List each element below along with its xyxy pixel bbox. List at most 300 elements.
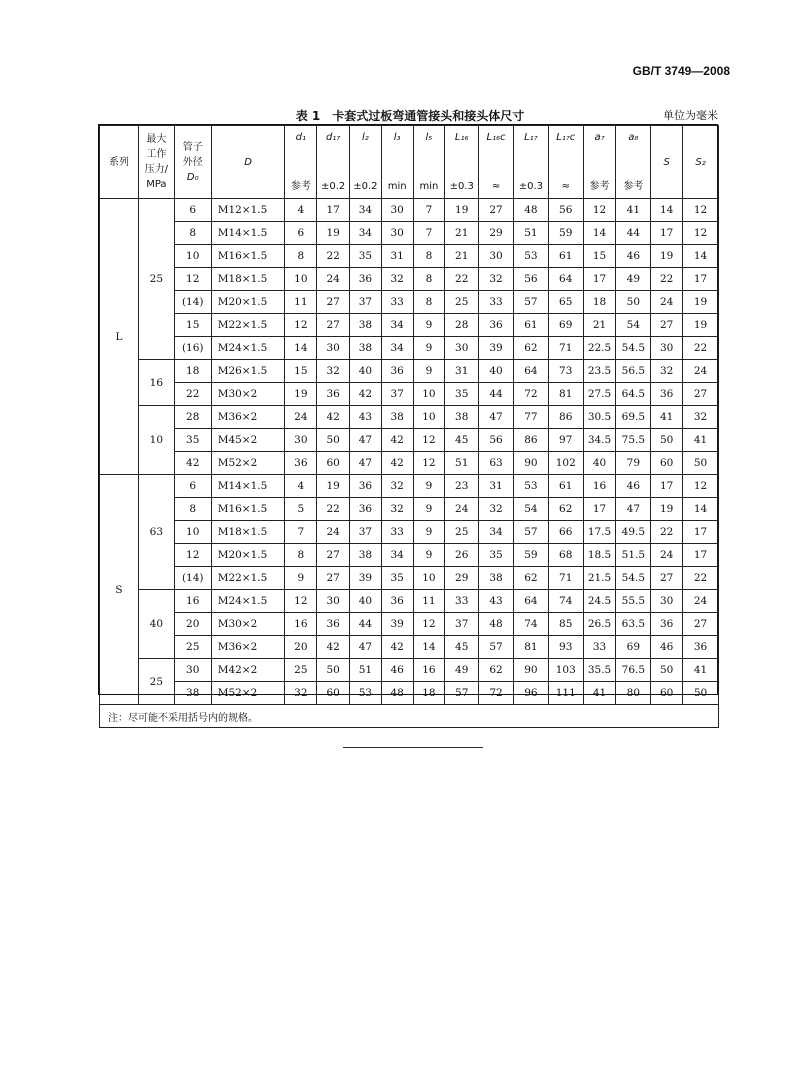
table-cell: 5 (285, 498, 317, 521)
table-cell: M16×1.5 (211, 498, 285, 521)
header-S2: S₂ (683, 126, 719, 199)
table-cell: 32 (651, 360, 683, 383)
note-row (100, 705, 719, 728)
table-cell: 32 (381, 475, 413, 498)
table-cell: 47 (350, 452, 382, 475)
table-note: 注：尽可能不采用括号内的规格。 (100, 705, 719, 728)
header-series: 系列 (100, 126, 139, 199)
table-cell: 21.5 (583, 567, 616, 590)
table-cell: 27.5 (583, 383, 616, 406)
table-cell: 54.5 (616, 567, 651, 590)
table-cell: M36×2 (211, 636, 285, 659)
table-row (100, 245, 719, 268)
table-cell: 33 (583, 636, 616, 659)
table-row (100, 429, 719, 452)
table-cell: 62 (548, 498, 583, 521)
table-cell: 27 (479, 199, 514, 222)
table-cell: 32 (479, 268, 514, 291)
table-cell: M18×1.5 (211, 268, 285, 291)
end-rule (343, 747, 483, 748)
table-cell: 48 (381, 682, 413, 705)
table-cell: (14) (174, 567, 211, 590)
table-row (100, 360, 719, 383)
table-cell: 42 (317, 406, 350, 429)
table-cell: 50 (683, 452, 719, 475)
table-cell: 26 (445, 544, 479, 567)
table-cell: 34 (350, 222, 382, 245)
table-cell: 74 (548, 590, 583, 613)
table-cell: 47 (616, 498, 651, 521)
table-cell: 14 (683, 498, 719, 521)
table-cell: 61 (513, 314, 548, 337)
table-cell: 34 (381, 337, 413, 360)
table-cell: 54 (513, 498, 548, 521)
table-row (100, 291, 719, 314)
table-cell: 32 (381, 498, 413, 521)
series-cell: L (100, 199, 139, 475)
standard-number: GB/T 3749—2008 (632, 64, 730, 78)
table-cell: 14 (683, 245, 719, 268)
table-cell: 50 (616, 291, 651, 314)
table-cell: 81 (548, 383, 583, 406)
table-cell: 24 (651, 544, 683, 567)
table-cell: 27 (683, 613, 719, 636)
table-cell: 31 (445, 360, 479, 383)
table-cell: 14 (413, 636, 445, 659)
table-cell: 36 (381, 360, 413, 383)
table-cell: 71 (548, 337, 583, 360)
header-L16: L₁₆ ±0.3 (445, 126, 479, 199)
table-cell: 24 (317, 268, 350, 291)
table-cell: 27 (683, 383, 719, 406)
table-cell: 35 (350, 245, 382, 268)
pressure-cell: 63 (138, 475, 174, 590)
table-cell: 28 (445, 314, 479, 337)
table-row (100, 383, 719, 406)
table-cell: 33 (479, 291, 514, 314)
table-cell: 19 (317, 222, 350, 245)
table-row (100, 567, 719, 590)
table-cell: M14×1.5 (211, 222, 285, 245)
table-cell: 23 (445, 475, 479, 498)
table-cell: 51.5 (616, 544, 651, 567)
pressure-cell: 25 (138, 199, 174, 360)
table-row (100, 659, 719, 682)
table-cell: 38 (445, 406, 479, 429)
table-cell: 34 (350, 199, 382, 222)
table-cell: 12 (285, 314, 317, 337)
table-cell: 36 (651, 613, 683, 636)
table-cell: 69.5 (616, 406, 651, 429)
table-cell: 10 (285, 268, 317, 291)
table-cell: 14 (651, 199, 683, 222)
table-cell: M20×1.5 (211, 544, 285, 567)
table-cell: M16×1.5 (211, 245, 285, 268)
table-cell: 10 (413, 406, 445, 429)
table-cell: 9 (413, 475, 445, 498)
table-cell: 35 (479, 544, 514, 567)
table-cell: M14×1.5 (211, 475, 285, 498)
table-cell: 31 (381, 245, 413, 268)
table-cell: 72 (479, 682, 514, 705)
table-cell: 48 (513, 199, 548, 222)
table-cell: 48 (479, 613, 514, 636)
table-cell: 19 (651, 498, 683, 521)
table-cell: M52×2 (211, 452, 285, 475)
table-cell: 38 (350, 544, 382, 567)
table-body (100, 199, 719, 705)
table-cell: 42 (381, 429, 413, 452)
table-cell: 9 (413, 521, 445, 544)
table-row (100, 406, 719, 429)
table-cell: 53 (513, 475, 548, 498)
table-cell: 27 (317, 567, 350, 590)
table-cell: 32 (381, 268, 413, 291)
header-D: D (211, 126, 285, 199)
table-cell: 69 (548, 314, 583, 337)
table-cell: 8 (413, 268, 445, 291)
table-cell: 56 (513, 268, 548, 291)
table-cell: M36×2 (211, 406, 285, 429)
header-L16c: L₁₆c ≈ (479, 126, 514, 199)
table-cell: 34 (381, 544, 413, 567)
unit-label: 单位为毫米 (663, 109, 718, 122)
table-cell: 19 (683, 291, 719, 314)
table-cell: 62 (479, 659, 514, 682)
table-cell: 12 (413, 429, 445, 452)
table-row (100, 544, 719, 567)
table-cell: 31 (479, 475, 514, 498)
table-cell: 35 (445, 383, 479, 406)
table-cell: M12×1.5 (211, 199, 285, 222)
table-row (100, 475, 719, 498)
table-cell: 56 (548, 199, 583, 222)
table-cell: 36 (381, 590, 413, 613)
table-cell: 16 (285, 613, 317, 636)
table-cell: 37 (445, 613, 479, 636)
table-cell: 36 (651, 383, 683, 406)
table-row (100, 268, 719, 291)
table-cell: 14 (583, 222, 616, 245)
table-cell: 60 (317, 452, 350, 475)
table-cell: 40 (479, 360, 514, 383)
header-L17c: L₁₇c ≈ (548, 126, 583, 199)
table-cell: 38 (479, 567, 514, 590)
header-tube-od: 管子 外径 D₀ (174, 126, 211, 199)
header-max-pressure: 最大 工作 压力/ MPa (138, 126, 174, 199)
table-cell: 17 (683, 521, 719, 544)
table-cell: 7 (413, 222, 445, 245)
table-cell: 63.5 (616, 613, 651, 636)
table-cell: 42 (381, 452, 413, 475)
table-cell: 26.5 (583, 613, 616, 636)
pressure-cell: 16 (138, 360, 174, 406)
table-cell: 47 (350, 429, 382, 452)
table-cell: 61 (548, 245, 583, 268)
table-cell: 12 (413, 613, 445, 636)
table-cell: 85 (548, 613, 583, 636)
table-cell: 27 (317, 314, 350, 337)
table-cell: 17.5 (583, 521, 616, 544)
table-cell: 25 (445, 291, 479, 314)
table-cell: 24 (317, 521, 350, 544)
table-cell: 28 (174, 406, 211, 429)
table-cell: 59 (548, 222, 583, 245)
table-cell: 57 (513, 521, 548, 544)
header-a8: a₈ 参考 (616, 126, 651, 199)
table-cell: 74 (513, 613, 548, 636)
header-d1: d₁ 参考 (285, 126, 317, 199)
table-cell: 96 (513, 682, 548, 705)
table-cell: 32 (317, 360, 350, 383)
table-cell: 33 (445, 590, 479, 613)
table-cell: 60 (651, 452, 683, 475)
table-cell: 41 (651, 406, 683, 429)
table-cell: 30 (174, 659, 211, 682)
table-cell: 39 (350, 567, 382, 590)
table-cell: 30 (317, 590, 350, 613)
table-cell: 36 (317, 383, 350, 406)
table-cell: 22.5 (583, 337, 616, 360)
table-cell: M45×2 (211, 429, 285, 452)
table-cell: 41 (616, 199, 651, 222)
table-cell: 46 (616, 245, 651, 268)
table-row (100, 498, 719, 521)
table-cell: 30.5 (583, 406, 616, 429)
table-cell: 47 (350, 636, 382, 659)
table-cell: M42×2 (211, 659, 285, 682)
table-cell: 30 (445, 337, 479, 360)
table-cell: 40 (350, 360, 382, 383)
table-cell: 22 (683, 337, 719, 360)
table-cell: M24×1.5 (211, 590, 285, 613)
table-cell: 50 (651, 429, 683, 452)
table-cell: 32 (285, 682, 317, 705)
table-cell: 34 (381, 314, 413, 337)
table-cell: 24 (683, 360, 719, 383)
table-cell: 30 (651, 590, 683, 613)
table-cell: 64 (513, 360, 548, 383)
table-cell: 53 (350, 682, 382, 705)
pressure-cell: 40 (138, 590, 174, 659)
table-cell: 12 (683, 199, 719, 222)
table-cell: 64 (513, 590, 548, 613)
table-cell: 29 (479, 222, 514, 245)
table-cell: 9 (413, 337, 445, 360)
table-cell: 17 (583, 268, 616, 291)
table-cell: 16 (174, 590, 211, 613)
table-cell: 50 (683, 682, 719, 705)
table-cell: 57 (479, 636, 514, 659)
table-cell: 50 (317, 429, 350, 452)
table-cell: 24 (285, 406, 317, 429)
table-cell: 9 (413, 498, 445, 521)
table-cell: 38 (381, 406, 413, 429)
table-cell: 44 (350, 613, 382, 636)
table-cell: 15 (174, 314, 211, 337)
table-cell: 24 (651, 291, 683, 314)
table-cell: 46 (616, 475, 651, 498)
table-cell: 18 (413, 682, 445, 705)
table-cell: 30 (479, 245, 514, 268)
table-row (100, 590, 719, 613)
table-cell: 8 (174, 498, 211, 521)
table-cell: 8 (413, 245, 445, 268)
table-cell: 90 (513, 659, 548, 682)
table-cell: 6 (285, 222, 317, 245)
table-cell: 57 (445, 682, 479, 705)
table-cell: 12 (285, 590, 317, 613)
table-cell: M22×1.5 (211, 314, 285, 337)
table-cell: 36 (285, 452, 317, 475)
dimension-table (99, 125, 719, 728)
table-row (100, 613, 719, 636)
table-cell: 64 (548, 268, 583, 291)
table-cell: 62 (513, 567, 548, 590)
table-cell: 30 (381, 222, 413, 245)
table-cell: 24 (445, 498, 479, 521)
table-cell: M24×1.5 (211, 337, 285, 360)
table-cell: 54 (616, 314, 651, 337)
table-cell: 22 (174, 383, 211, 406)
table-cell: (14) (174, 291, 211, 314)
table-cell: 4 (285, 199, 317, 222)
table-cell: 7 (413, 199, 445, 222)
table-cell: 81 (513, 636, 548, 659)
table-cell: 17 (683, 544, 719, 567)
table-cell: 71 (548, 567, 583, 590)
table-cell: 42 (174, 452, 211, 475)
table-cell: 72 (513, 383, 548, 406)
table-row (100, 199, 719, 222)
table-cell: 36 (350, 498, 382, 521)
table-row (100, 682, 719, 705)
table-cell: 39 (381, 613, 413, 636)
table-cell: 51 (513, 222, 548, 245)
table-cell: 25 (174, 636, 211, 659)
table-cell: 51 (350, 659, 382, 682)
table-cell: 47 (479, 406, 514, 429)
table-cell: 23.5 (583, 360, 616, 383)
table-cell: 36 (317, 613, 350, 636)
table-cell: 42 (381, 636, 413, 659)
table-cell: 57 (513, 291, 548, 314)
table-cell: 41 (683, 659, 719, 682)
table-cell: M52×2 (211, 682, 285, 705)
table-cell: 16 (413, 659, 445, 682)
table-cell: 86 (513, 429, 548, 452)
table-cell: 18 (583, 291, 616, 314)
table-cell: 55.5 (616, 590, 651, 613)
table-cell: 22 (683, 567, 719, 590)
table-cell: 35 (174, 429, 211, 452)
table-caption (100, 107, 720, 125)
table-cell: 41 (583, 682, 616, 705)
table-cell: 17 (317, 199, 350, 222)
table-cell: 44 (616, 222, 651, 245)
table-cell: 18.5 (583, 544, 616, 567)
table-cell: 24 (683, 590, 719, 613)
table-cell: 19 (285, 383, 317, 406)
table-cell: 49 (616, 268, 651, 291)
table-row (100, 521, 719, 544)
table-cell: 9 (413, 360, 445, 383)
table-cell: 54.5 (616, 337, 651, 360)
table-cell: 49.5 (616, 521, 651, 544)
table-cell: 43 (479, 590, 514, 613)
table-cell: 49 (445, 659, 479, 682)
table-cell: 53 (513, 245, 548, 268)
table-cell: 19 (445, 199, 479, 222)
table-cell: 21 (583, 314, 616, 337)
table-cell: 80 (616, 682, 651, 705)
table-cell: 19 (683, 314, 719, 337)
table-cell: 41 (683, 429, 719, 452)
table-cell: 79 (616, 452, 651, 475)
table-cell: 43 (350, 406, 382, 429)
table-cell: 33 (381, 291, 413, 314)
table-cell: 36 (683, 636, 719, 659)
table-cell: 22 (317, 498, 350, 521)
table-cell: 38 (350, 337, 382, 360)
table-cell: 111 (548, 682, 583, 705)
table-cell: 17 (583, 498, 616, 521)
table-cell: 11 (285, 291, 317, 314)
table-cell: 56.5 (616, 360, 651, 383)
table-cell: 32 (683, 406, 719, 429)
table-cell: 10 (413, 567, 445, 590)
table-cell: 22 (651, 521, 683, 544)
table-cell: 40 (350, 590, 382, 613)
table-row (100, 636, 719, 659)
table-title: 表 1 卡套式过板弯通管接头和接头体尺寸 (295, 109, 525, 123)
table-cell: 25 (445, 521, 479, 544)
table-cell: 37 (350, 521, 382, 544)
table-cell: 21 (445, 222, 479, 245)
table-cell: 77 (513, 406, 548, 429)
table-cell: 9 (413, 314, 445, 337)
table-cell: 40 (583, 452, 616, 475)
header-S: S (651, 126, 683, 199)
table-cell: 36 (479, 314, 514, 337)
series-cell: S (100, 475, 139, 705)
table-cell: 6 (174, 199, 211, 222)
table-cell: 32 (479, 498, 514, 521)
table-cell: 17 (683, 268, 719, 291)
table-cell: 86 (548, 406, 583, 429)
table-cell: 17 (651, 222, 683, 245)
table-cell: 19 (651, 245, 683, 268)
table-cell: 30 (381, 199, 413, 222)
table-cell: M20×1.5 (211, 291, 285, 314)
table-cell: 45 (445, 429, 479, 452)
table-cell: 65 (548, 291, 583, 314)
table-cell: 24.5 (583, 590, 616, 613)
table-cell: 30 (285, 429, 317, 452)
table-cell: 18 (174, 360, 211, 383)
table-cell: 36 (350, 475, 382, 498)
table-cell: 44 (479, 383, 514, 406)
table-cell: 8 (174, 222, 211, 245)
table-cell: 12 (174, 544, 211, 567)
table-cell: 10 (413, 383, 445, 406)
table-cell: 46 (651, 636, 683, 659)
table-cell: 34 (479, 521, 514, 544)
table-cell: 90 (513, 452, 548, 475)
table-row (100, 337, 719, 360)
table-cell: 45 (445, 636, 479, 659)
table-cell: 15 (583, 245, 616, 268)
